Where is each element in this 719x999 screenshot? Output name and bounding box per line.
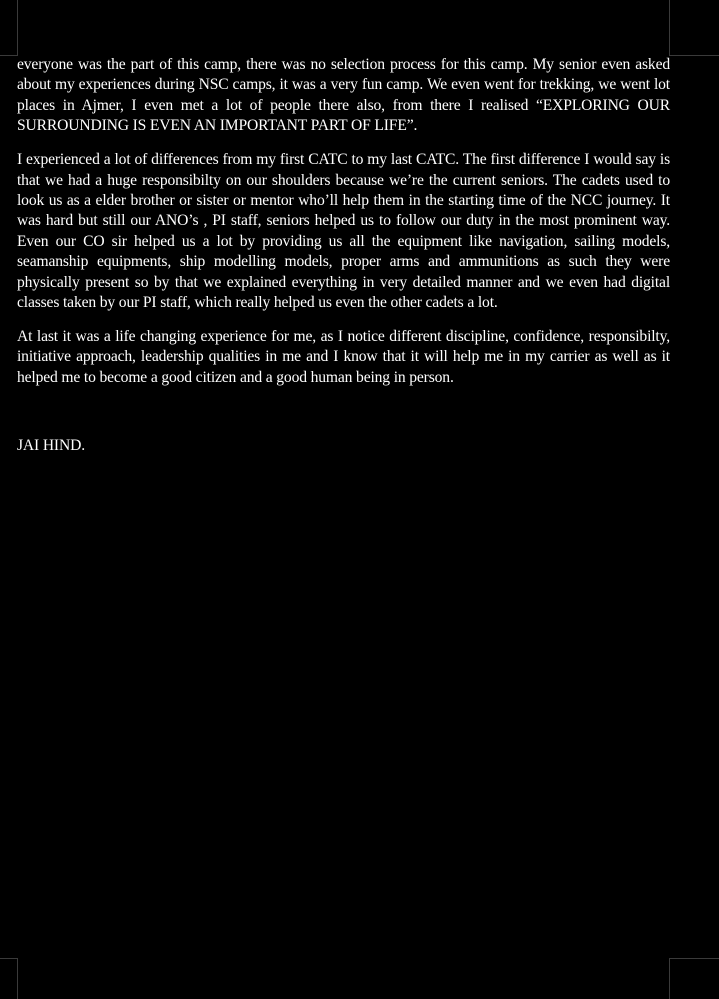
paragraph-1: everyone was the part of this camp, there was no selection process for this camp. My senior even asked about my experiences during NSC camps, it was a very fun camp. We even went for trekking, we went lot places in Ajmer, I even met a lot of people there also, from there I realised “EXPLORING OUR SURROUNDING IS EVEN AN IMPORTANT PART OF LIFE”.	[17, 56, 670, 135]
crop-mark-bottom-left	[0, 958, 18, 999]
crop-mark-top-right	[669, 0, 719, 56]
paragraph-2: I experienced a lot of differences from my first CATC to my last CATC. The first difference I would say is that we had a huge responsibilty on our shoulders because we’re the current seniors. The cadets used to look us as a elder brother or sister or mentor who’ll help them in the starting time of the NCC journey. It was hard but still our ANO’s , PI staff, seniors helped us to follow our duty in the most prominent way. Even our CO sir helped us a lot by providing us all the equipment like navigation, sailing models, seamanship equipments, ship modelling models, proper arms and ammunitions as such they were physically present so by that we explained everything in very detailed manner and we even had digital classes taken by our PI staff, which really helped us even the other cadets a lot.	[17, 151, 670, 311]
crop-mark-bottom-right	[669, 958, 719, 999]
paragraph-3: At last it was a life changing experience for me, as I notice different discipline, confidence, responsibilty, initiative approach, leadership qualities in me and I know that it will help me in my carrier as well as it helped me to become a good citizen and a good human being in person.	[17, 327, 670, 386]
document-body	[17, 55, 670, 457]
signoff-text: JAI HIND.	[17, 437, 85, 455]
crop-mark-top-left	[0, 0, 18, 56]
